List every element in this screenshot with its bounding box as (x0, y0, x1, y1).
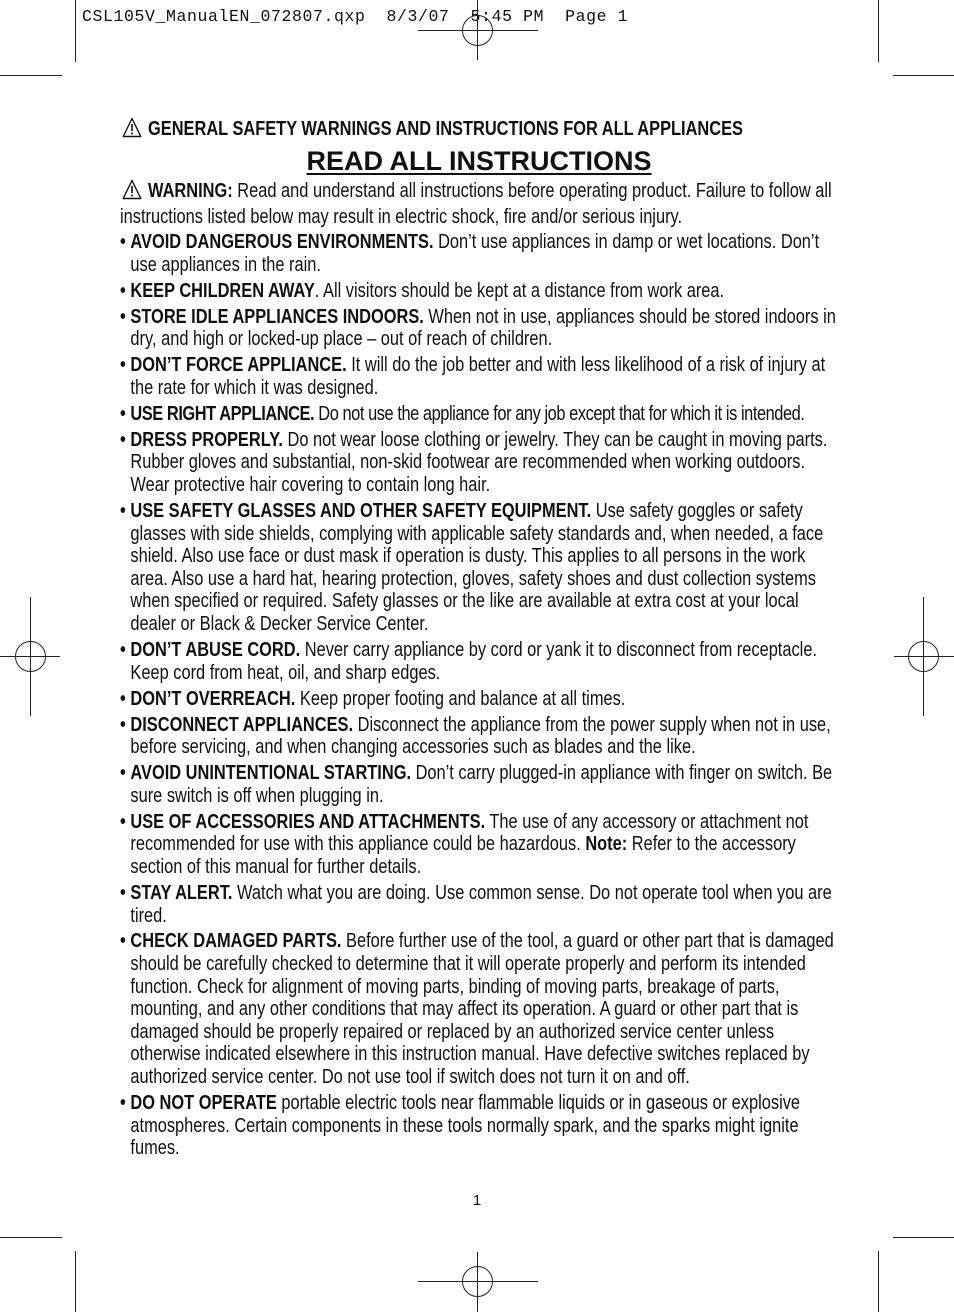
page-number: 1 (472, 1192, 482, 1209)
item-text: It will do the job better and with less likelihood of a risk of injury at the rate for which it was designed. (130, 353, 826, 399)
item-label: DON’T OVERREACH. (130, 686, 296, 710)
bullet: • (120, 401, 126, 425)
item-text: Never carry appliance by cord or yank it to disconnect from receptacle. Keep cord from heat, oil, and sharp edges. (130, 638, 818, 684)
item-label: CHECK DAMAGED PARTS. (130, 929, 342, 953)
note-label: Note: (585, 832, 628, 856)
bullet: • (120, 686, 126, 710)
item-label: DISCONNECT APPLIANCES. (130, 712, 354, 736)
item-text: Do not use the appliance for any job except that for which it is intended. (314, 401, 805, 425)
item-text: portable electric tools near flammable liquids or in gaseous or explosive atmospheres. Certain components in these tools normally spark, and the sparks might ignite fumes. (130, 1091, 801, 1160)
list-item (120, 882, 838, 927)
item-label: USE SAFETY GLASSES AND OTHER SAFETY EQUIPMENT. (130, 499, 592, 523)
item-label: STORE IDLE APPLIANCES INDOORS. (130, 304, 424, 328)
bullet: • (120, 304, 126, 328)
warning-paragraph (120, 179, 838, 228)
item-label: KEEP CHILDREN AWAY (130, 278, 315, 302)
item-label: USE OF ACCESSORIES AND ATTACHMENTS. (130, 809, 486, 833)
list-item (120, 639, 838, 684)
registration-mark-right (894, 597, 954, 716)
item-label: AVOID DANGEROUS ENVIRONMENTS. (130, 230, 434, 254)
bullet: • (120, 230, 126, 254)
warning-text: Read and understand all instructions before operating product. Failure to follow all instructions listed below may result in electric shock, fire and/or serious injury. (120, 179, 832, 228)
bullet: • (120, 712, 126, 736)
safety-rules-list (120, 231, 838, 1160)
warning-label: WARNING: (148, 179, 233, 202)
list-item (120, 280, 838, 303)
warning-triangle-icon (122, 117, 141, 144)
item-text: Watch what you are doing. Use common sense. Do not operate tool when you are tired. (130, 880, 832, 927)
list-item (120, 762, 838, 807)
item-text: Do not wear loose clothing or jewelry. They can be caught in moving parts. Rubber gloves and substantial, non-skid footwear are recommended when working outdoors. Wear protective hair covering to contain long hair. (130, 427, 828, 497)
bullet: • (120, 880, 126, 904)
instructions-text-block (120, 117, 838, 144)
item-text: The use of any accessory or attachment not recommended for use with this appliance could be hazardous. (130, 809, 809, 856)
bullet: • (120, 638, 126, 662)
item-text: Don’t carry plugged-in appliance with finger on switch. Be sure switch is off when plugging in. (130, 761, 833, 807)
item-text: Use safety goggles or safety glasses with side shields, complying with applicable safety standards and, when needed, a face shield. Also use face or dust mask if operation is dusty. This applies to all persons in the work area. Also use a hard hat, hearing protection, gloves, safety shoes and dust collection systems when specified or required. Safety glasses or the like are available at extra cost at your local dealer or Black & Decker Service Center. (130, 499, 824, 636)
bullet: • (120, 1091, 126, 1115)
bullet: • (120, 929, 126, 953)
list-item (120, 500, 838, 636)
bullet: • (120, 499, 126, 523)
bullet: • (120, 278, 126, 302)
item-text: When not in use, appliances should be stored indoors in dry, and high or locked-up place – out of reach of children. (130, 304, 836, 351)
registration-mark-bottom (418, 1252, 538, 1312)
note-text: Refer to the accessory section of this manual for further details. (130, 832, 796, 878)
list-item (120, 403, 838, 426)
bullet: • (120, 427, 126, 451)
list-item (120, 429, 838, 497)
instructions-body (120, 179, 838, 1160)
general-safety-heading (122, 117, 838, 144)
list-item (120, 306, 838, 351)
item-text: . All visitors should be kept at a distance from work area. (314, 278, 725, 302)
item-label: DO NOT OPERATE (130, 1091, 277, 1115)
item-text: Disconnect the appliance from the power supply when not in use, before servicing, and when changing accessories such as blades and the like. (130, 712, 831, 759)
list-item (120, 811, 838, 879)
list-item (120, 1092, 838, 1160)
item-label: DRESS PROPERLY. (130, 427, 283, 451)
bullet: • (120, 809, 126, 833)
list-item (120, 930, 838, 1088)
bullet: • (120, 761, 126, 785)
item-label: STAY ALERT. (130, 880, 233, 904)
warning-triangle-icon (122, 179, 141, 206)
safety-instructions (120, 117, 838, 1163)
item-label: AVOID UNINTENTIONAL STARTING. (130, 761, 412, 785)
page-title: READ ALL INSTRUCTIONS (306, 146, 652, 176)
list-item (120, 714, 838, 759)
item-text: Before further use of the tool, a guard or other part that is damaged should be carefully checked to determine that it will operate properly and perform its intended function. Check for alignment of moving parts, binding of moving parts, breakage of parts, mounting, and any other conditions that may affect its operation. A guard or other part that is damaged should be properly repaired or replaced by an authorized service center unless otherwise indicated elsewhere in this instruction manual. Have defective switches replaced by authorized service center. Do not use tool if switch does not turn it on and off. (130, 929, 834, 1089)
item-text: Don’t use appliances in damp or wet locations. Don’t use appliances in the rain. (130, 230, 820, 276)
item-label: DON’T FORCE APPLIANCE. (130, 353, 347, 377)
list-item (120, 231, 838, 276)
list-item (120, 354, 838, 399)
file-slug-line: CSL105V_ManualEN_072807.qxp 8/3/07 5:45 PM Page 1 (82, 7, 629, 26)
item-label: USE RIGHT APPLIANCE. (130, 401, 315, 425)
bullet: • (120, 353, 126, 377)
registration-mark-left (0, 597, 60, 716)
item-text: Keep proper footing and balance at all times. (295, 686, 626, 710)
general-heading-text: GENERAL SAFETY WARNINGS AND INSTRUCTIONS FOR ALL APPLIANCES (148, 117, 743, 140)
list-item (120, 688, 838, 711)
item-label: DON’T ABUSE CORD. (130, 638, 301, 662)
